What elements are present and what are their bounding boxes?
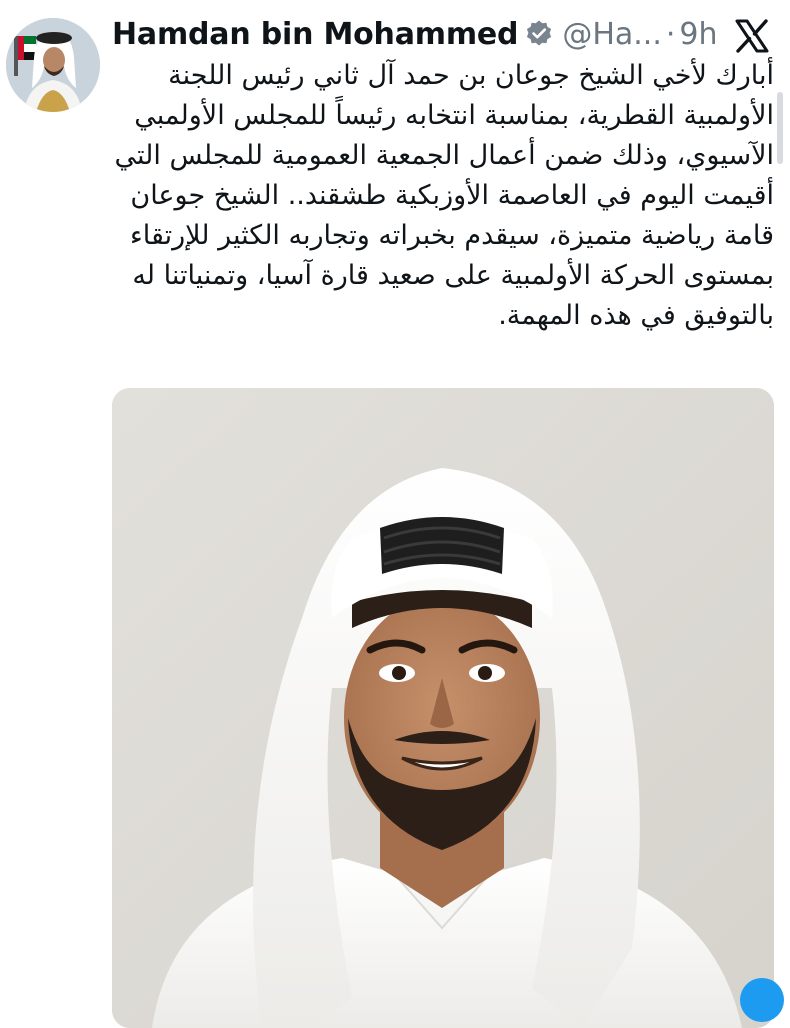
x-logo-icon[interactable] [732,16,772,56]
tweet-text: أبارك لأخي الشيخ جوعان بن حمد آل ثاني رئيس اللجنة الأولمبية القطرية، بمناسبة انتخابه رئيساً للمجلس الأولمبي الآسيوي، وذلك ضمن أعمال الجمعية العمومية للمجلس التي أقيمت اليوم في العاصمة الأوزبكية طشقند.. الشيخ جوعان قامة رياضية متميزة، سيقدم بخبراته وتجاربه الكثير للإرتقاء بمستوى الحركة الأولمبية على صعيد قارة آسيا، وتمنياتنا له بالتوفيق في هذه المهمة. [114,60,774,331]
tweet-timestamp[interactable]: 9h [679,16,718,52]
author-avatar[interactable] [6,18,100,112]
portrait-photo-icon [112,388,774,1028]
author-name[interactable]: Hamdan bin Mohammed [112,16,519,52]
tweet-media-photo[interactable] [112,388,774,1028]
avatar-photo-icon [6,18,100,112]
author-handle[interactable]: @Ha... [562,16,662,52]
tweet-header [112,12,718,56]
scrollbar[interactable] [777,92,783,164]
corner-action-icon[interactable] [740,978,784,1022]
header-separator: · [665,16,676,52]
verified-badge-icon [524,19,554,49]
